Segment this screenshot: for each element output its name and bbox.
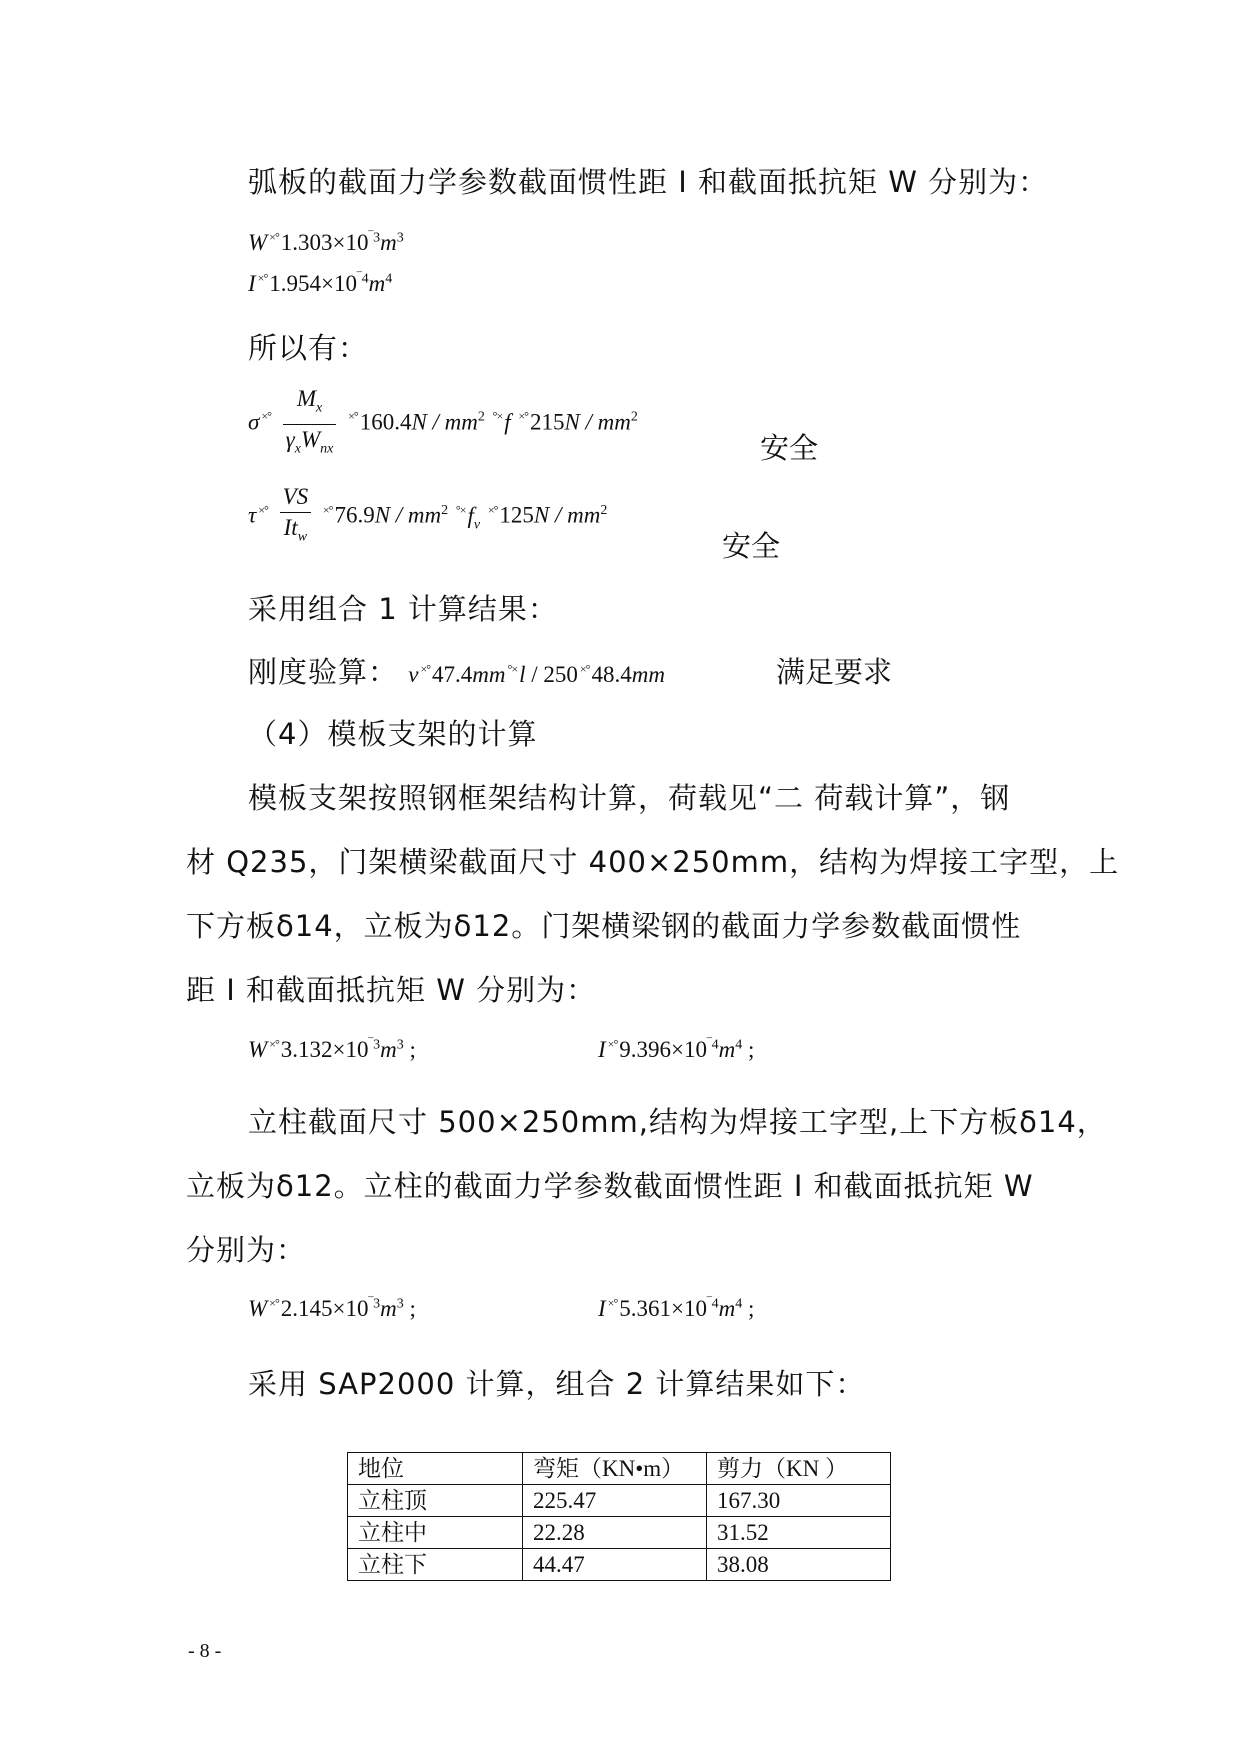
paragraph-formwork-l2: 材 Q235，门架横梁截面尺寸 400×250mm，结构为焊接工字型，上 — [186, 845, 1120, 879]
header-moment: 弯矩（KN•m） — [523, 1453, 707, 1485]
formula-i3: I $^{\times^\circ}5.361\times 10^{‾4}m^4$ ; — [598, 1296, 755, 1321]
note-satisfy: 满足要求 — [776, 655, 893, 689]
formula-w2: W $^{\times^\circ}3.132\times 10^{‾3}m^3$ ; — [248, 1037, 416, 1062]
note-safe-2: 安全 — [722, 529, 781, 563]
formula-i2: I $^{\times^\circ}9.396\times 10^{‾4}m^4$ ; — [598, 1037, 755, 1062]
paragraph-column-l2: 立板为δ12。立柱的截面力学参数截面惯性距 I 和截面抵抗矩 W — [186, 1169, 1034, 1203]
table-row — [348, 1517, 891, 1549]
paragraph-combo1: 采用组合 1 计算结果： — [248, 592, 558, 626]
stiffness-check-line — [248, 650, 665, 691]
cell-shear: 38.08 — [707, 1549, 891, 1581]
formula-w1: W $^{\times^\circ}1.303\times 10^{‾3}m^3$ — [248, 230, 404, 255]
cell-shear: 167.30 — [707, 1485, 891, 1517]
paragraph-formwork-l3: 下方板δ14，立板为δ12。门架横梁钢的截面力学参数截面惯性 — [186, 909, 1022, 943]
formula-v: v ×°47.4mm °×l / 250 ×°48.4mm — [408, 662, 665, 687]
formula-i1: I $^{\times^\circ}1.954\times 10^{‾4}m^4$ — [248, 271, 393, 296]
cell-shear: 31.52 — [707, 1517, 891, 1549]
note-safe-1: 安全 — [760, 431, 819, 465]
header-shear: 剪力（KN ） — [707, 1453, 891, 1485]
paragraph-formwork-l4: 距 I 和截面抵抗矩 W 分别为： — [186, 973, 597, 1007]
cell-location: 立柱中 — [348, 1517, 523, 1549]
formula-sigma: σ ×° $\frac{M_x}{\gamma_xW_{nx}}$ $^{\times^\circ}160.4N / mm^2$ °×f $^{\times^\circ}215N / mm^2$ — [248, 386, 638, 457]
paragraph-section-params: 弧板的截面力学参数截面惯性距 I 和截面抵抗矩 W 分别为： — [248, 165, 1049, 199]
cell-moment: 22.28 — [523, 1517, 707, 1549]
paragraph-sap2000: 采用 SAP2000 计算，组合 2 计算结果如下： — [248, 1367, 866, 1401]
table-row — [348, 1485, 891, 1517]
paragraph-column-l1: 立柱截面尺寸 500×250mm,结构为焊接工字型,上下方板δ14， — [248, 1105, 1107, 1139]
formula-tau: τ ×° $\frac{VS}{It_w}$ $^{\times^\circ}76.9N / mm^2$ $^{^\circ\times}f_v$ $^{\times^\circ}125N / mm^2$ — [248, 484, 608, 545]
page-number: - 8 - — [188, 1640, 222, 1662]
stiffness-label: 刚度验算： — [248, 655, 399, 689]
section-heading-formwork: （4）模板支架的计算 — [248, 717, 538, 751]
cell-location: 立柱下 — [348, 1549, 523, 1581]
cell-moment: 44.47 — [523, 1549, 707, 1581]
header-location: 地位 — [348, 1453, 523, 1485]
cell-location: 立柱顶 — [348, 1485, 523, 1517]
paragraph-therefore: 所以有： — [248, 331, 369, 365]
paragraph-formwork-l1: 模板支架按照钢框架结构计算，荷载见“二 荷载计算”，钢 — [248, 781, 1011, 815]
formula-w3: W $^{\times^\circ}2.145\times 10^{‾3}m^3$ ; — [248, 1296, 416, 1321]
results-table — [347, 1452, 891, 1581]
paragraph-column-l3: 分别为： — [186, 1233, 307, 1267]
table-row — [348, 1549, 891, 1581]
cell-moment: 225.47 — [523, 1485, 707, 1517]
table-header-row — [348, 1453, 891, 1485]
